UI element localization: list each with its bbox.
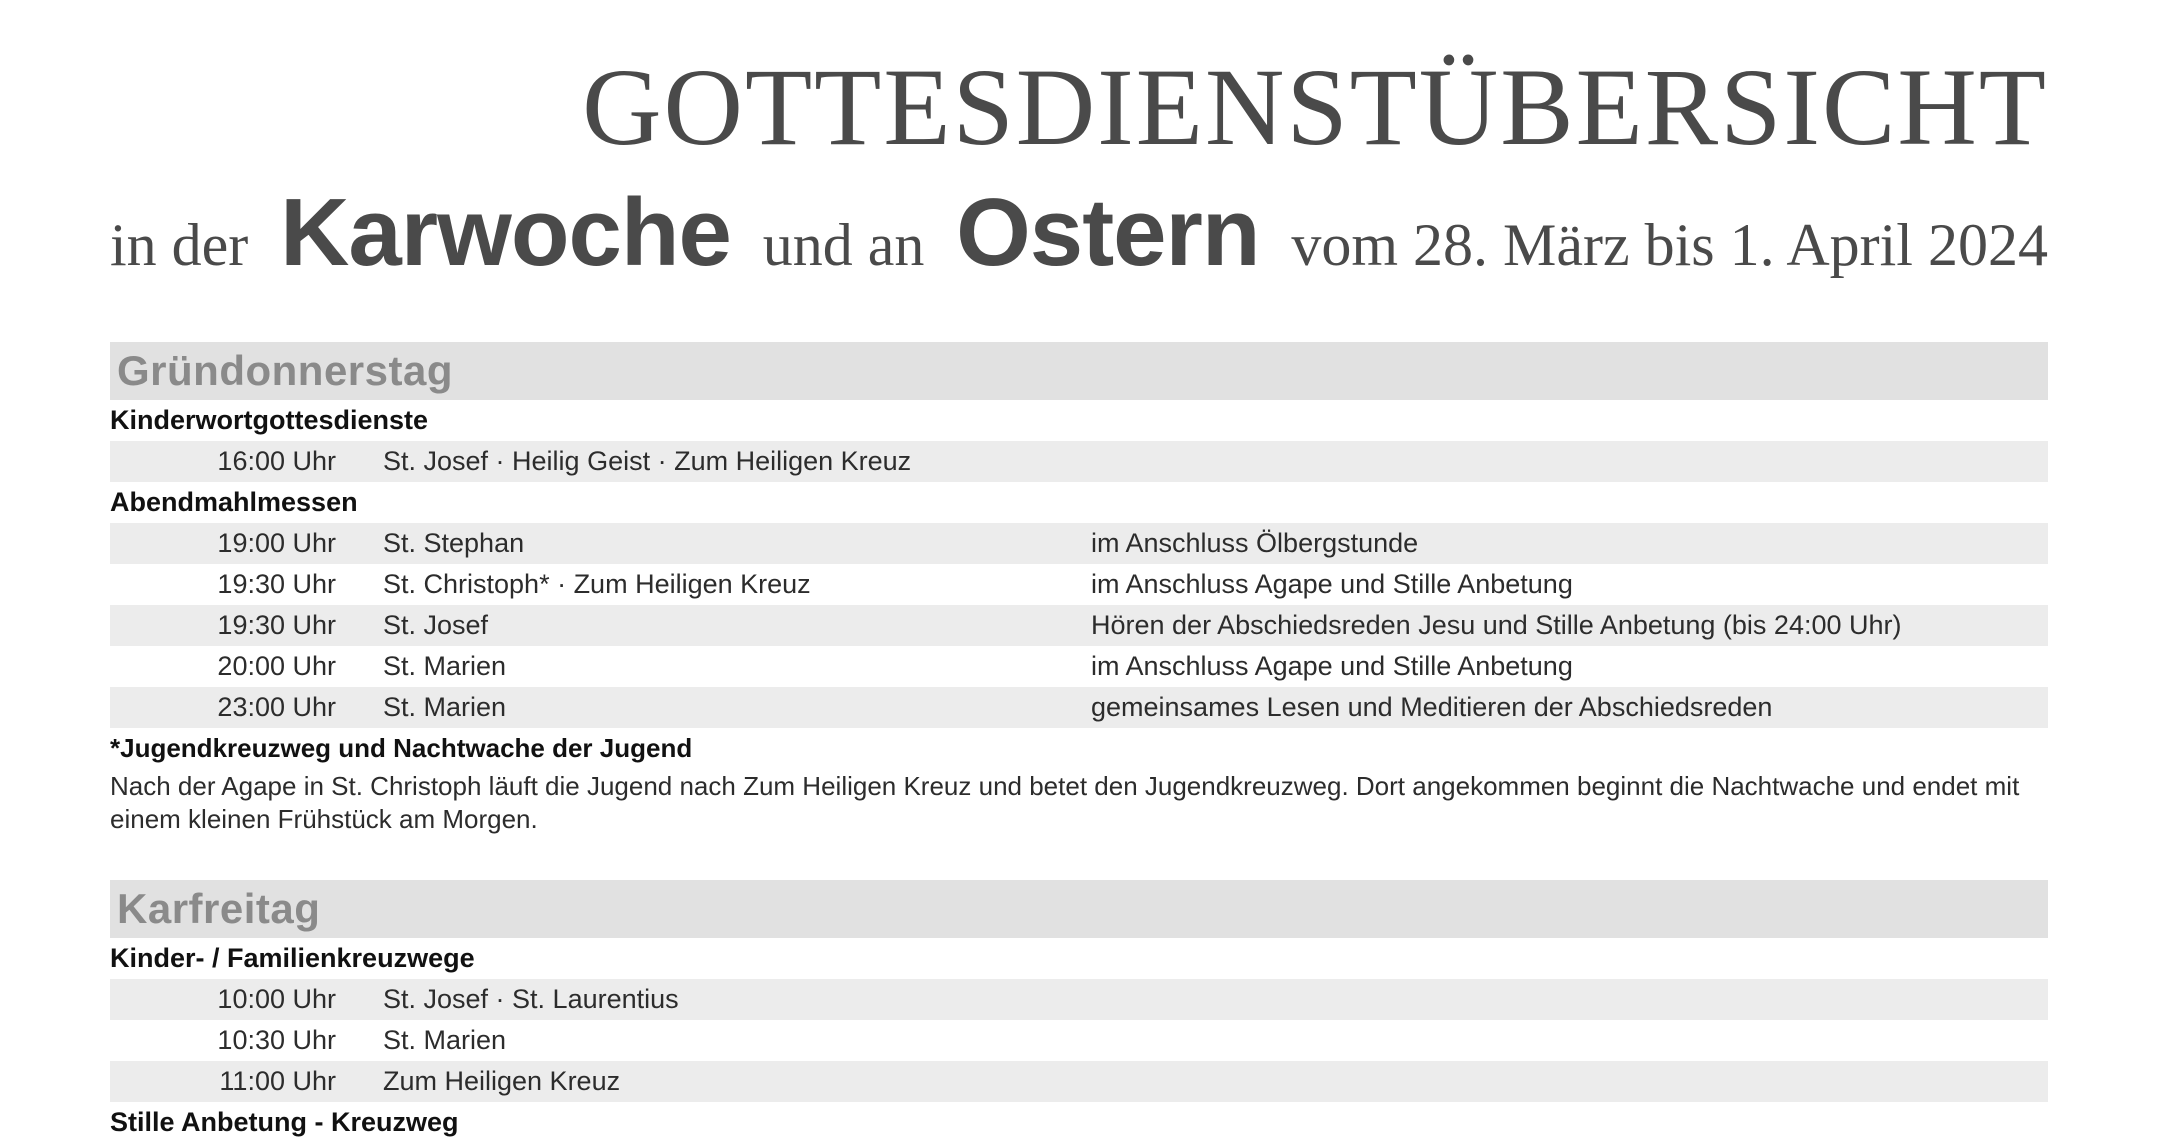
schedule-row [110,1020,2048,1061]
logo-arc-icon [150,0,280,15]
schedule-row [110,1061,2048,1102]
row-location: Zum Heiligen Kreuz [383,1066,621,1096]
row-location: St. Josef · Heilig Geist · Zum Heiligen Kreuz [383,446,912,476]
row-location: St. Christoph* · Zum Heiligen Kreuz [383,569,811,599]
subtitle-part2: und an [762,212,925,278]
row-location: St. Josef [383,610,489,640]
schedule [110,342,2048,1143]
row-time: 10:30 Uhr [217,1025,336,1055]
row-time: 19:30 Uhr [217,569,336,599]
row-time: 19:30 Uhr [217,610,336,640]
group-heading: Stille Anbetung - Kreuzweg [110,1107,459,1137]
group-heading: Abendmahlmessen [110,487,358,517]
schedule-row [110,564,2048,605]
section-header-gruendonnerstag [110,342,2048,400]
subtitle-date-range: vom 28. März bis 1. April 2024 [1291,212,2048,278]
subtitle-ostern: Ostern [956,179,1260,286]
section-title: Karfreitag [117,885,321,932]
row-time: 16:00 Uhr [217,446,336,476]
row-note: Hören der Abschiedsreden Jesu und Stille Anbetung (bis 24:00 Uhr) [1091,610,1902,640]
row-time: 11:00 Uhr [219,1066,336,1096]
row-note: im Anschluss Ölbergstunde [1091,528,1419,558]
section-title: Gründonnerstag [117,347,454,394]
row-time: 19:00 Uhr [217,528,336,558]
row-note: gemeinsames Lesen und Meditieren der Abschiedsreden [1091,692,1773,722]
section-header-karfreitag [110,880,2048,938]
row-note: im Anschluss Agape und Stille Anbetung [1091,569,1573,599]
subtitle-karwoche: Karwoche [280,179,731,286]
schedule-row [110,441,2048,482]
row-time: 20:00 Uhr [217,651,336,681]
row-location: St. Marien [383,651,507,681]
row-location: St. Josef · St. Laurentius [383,984,679,1014]
schedule-row [110,979,2048,1020]
schedule-row [110,646,2048,687]
row-time: 10:00 Uhr [217,984,336,1014]
row-location: St. Stephan [383,528,525,558]
row-time: 23:00 Uhr [217,692,336,722]
page-title: GOTTESDIENSTÜBERSICHT [582,46,2048,168]
row-location: St. Marien [383,1025,507,1055]
subtitle-part1: in der [110,212,249,278]
schedule-row [110,605,2048,646]
schedule-row [110,523,2048,564]
group-heading: Kinder- / Familienkreuzwege [110,943,475,973]
row-location: St. Marien [383,692,507,722]
footnote-text: Nach der Agape in St. Christoph läuft die Jugend nach Zum Heiligen Kreuz und betet den Jugendkreuzweg. Dort angekommen beginnt die Nachtwache und endet mit einem kleinen Frühstück am Morgen. [110,771,2020,834]
group-heading: Kinderwortgottesdienste [110,405,429,435]
footnote-title: *Jugendkreuzweg und Nachtwache der Jugend [110,733,693,763]
row-note: im Anschluss Agape und Stille Anbetung [1091,651,1573,681]
page-subtitle [110,178,2048,286]
schedule-row [110,687,2048,728]
